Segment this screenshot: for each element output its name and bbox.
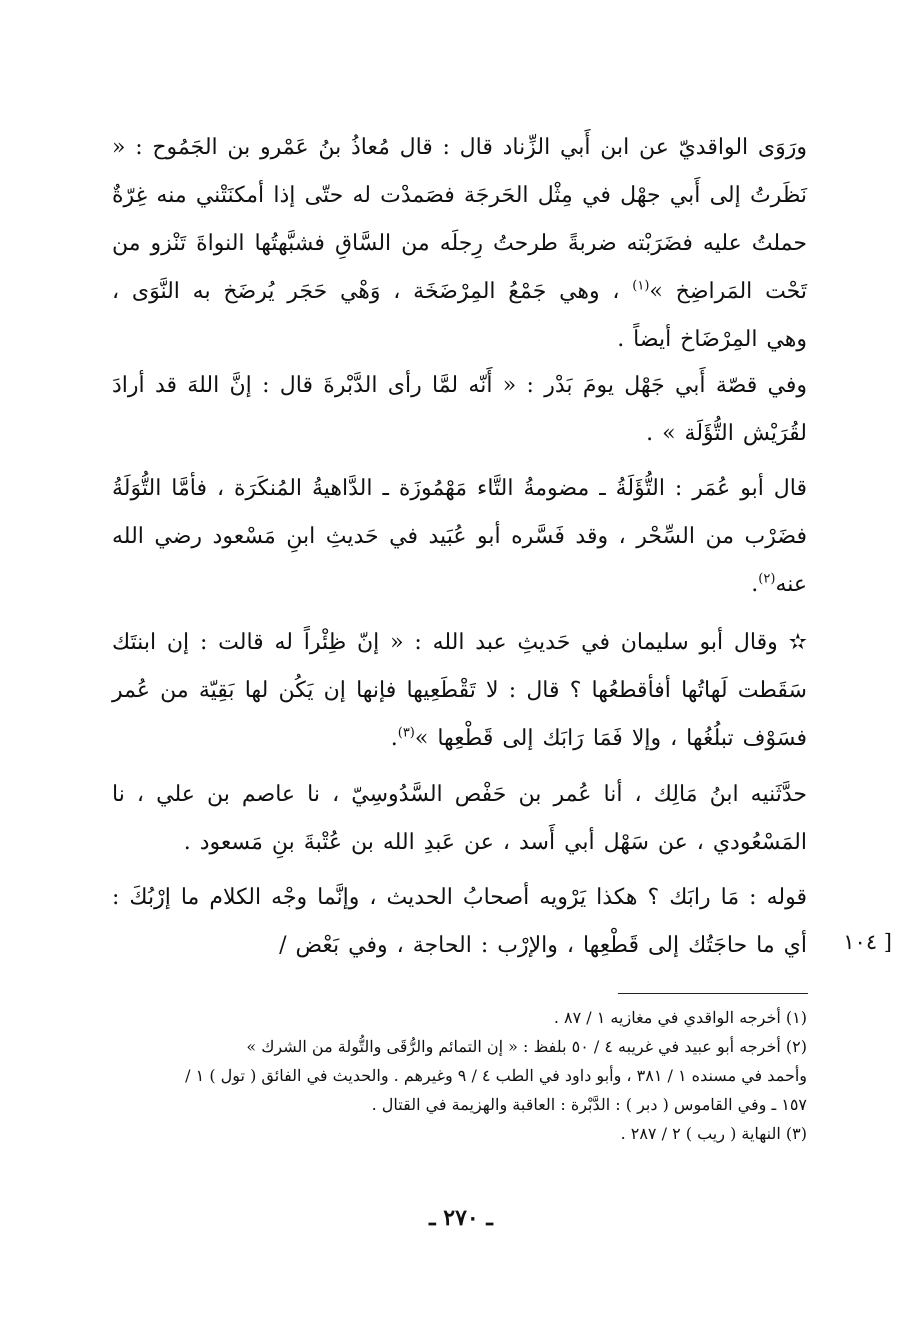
paragraph-4-tail: . [390, 726, 398, 751]
paragraph-5-text: حدَّثَنيه ابنُ مَالِك ، أنا عُمر بن حَفْص السَّدُوسِيّ ، نا عاصم بن علي ، نا المَسْعُودي ، عن سَهْل أبي أَسد ، عن عَبدِ الله بن عُتْبةَ بنِ مَسعود . [112, 782, 807, 855]
paragraph-6 [112, 874, 807, 970]
paragraph-1-text: ورَوَى الواقديّ عن ابن أَبي الزِّناد قال : قال مُعاذُ بنُ عَمْرو بن الجَمُوح : « نَظَرتُ إلى أَبي جهْل في مِثْل الحَرجَة فصَمدْت له حتّى إذا أمكنَتْني منه غِرّةٌ حملتُ عليه فضَرَبْته ضربةً طرحتُ رِجلَه من السَّاقِ فشبَّهتُها النواةَ تَنْزو من تَحْت المَراضِخ » [112, 135, 808, 304]
footnote-divider [618, 993, 808, 994]
footnote-2-end: ١٥٧ ـ وفي القاموس ( دبر ) : الدَّبْرة : العاقبة والهزيمة في القتال . [371, 1095, 807, 1114]
paragraph-4 [112, 619, 807, 763]
paragraph-4-text: ✫ وقال أبو سليمان في حَديثِ عبد الله : « إنّ ظِئْراً له قالت : إن ابنتَك سَقَطت لَهاتُها أفأقطعُها ؟ قال : لا تَقْطَعِيها فإنها إن يَكُن لها بَقِيّة من عُمر فسَوْف تبلُغُها ، وإلا فَمَا رَابَك إلى قَطْعِها » [112, 630, 807, 751]
footnote-marker-2: (٢) [758, 571, 776, 587]
paragraph-1 [112, 124, 807, 364]
footnotes [112, 1003, 807, 1148]
paragraph-3-text: قال أبو عُمَر : التُّؤَلَةُ ـ مضومةُ التَّاء مَهْمُوزَة ـ الدَّاهيةُ المُنكَرَة ، فأمَّا التُّوَلَةُ فضَرْب من السِّحْر ، وقد فَسَّره أبو عُبَيد في حَديثِ ابنِ مَسْعود رضي الله عنه [112, 476, 807, 597]
footnote-2: (٢) أخرجه أبو عبيد في غريبه ٤ / ٥٠ بلفظ : « إن التمائم والرُّقَى والتُّولة من الشرك » [246, 1037, 807, 1056]
footnote-2-continued: وأحمد في مسنده ١ / ٣٨١ ، وأبو داود في الطب ٤ / ٩ وغيرهم . والحديث في الفائق ( تول ) ١ / [185, 1066, 807, 1085]
paragraph-2-text: وفي قصّة أَبي جَهْل يومَ بَدْر : « أَنّه لمَّا رأى الدَّبْرةَ قال : إنَّ اللهَ قد أرادَ لقُرَيْش التُّؤَلَة » . [112, 373, 807, 446]
page-number: ـ ٢٧٠ ـ [429, 1205, 493, 1231]
footnote-3: (٣) النهاية ( ريب ) ٢ / ٢٨٧ . [620, 1124, 807, 1143]
paragraph-6-text: قوله : مَا رابَك ؟ هكذا يَرْويه أصحابُ الحديث ، وإنَّما وجْه الكلام ما إرْبُكَ : أي ما حاجَتُك إلى قَطْعِها ، والإرْب : الحاجة ، وفي بَعْض / [112, 885, 807, 958]
margin-page-reference: [ ١٠٤ [843, 930, 892, 954]
footnote-marker-3: (٣) [397, 725, 415, 741]
footnote-1: (١) أخرجه الواقدي في مغازيه ١ / ٨٧ . [553, 1008, 807, 1027]
footnote-marker-1: (١) [632, 278, 650, 294]
paragraph-3 [112, 465, 807, 609]
paragraph-5 [112, 771, 807, 867]
paragraph-2 [112, 362, 807, 458]
paragraph-3-tail: . [751, 572, 759, 597]
paragraph-1-tail: ، وهي جَمْعُ المِرْضَخَة ، وَهْي حَجَر يُرضَخ به النَّوَى ، وهي المِرْضَاخ أيضاً . [112, 279, 807, 352]
